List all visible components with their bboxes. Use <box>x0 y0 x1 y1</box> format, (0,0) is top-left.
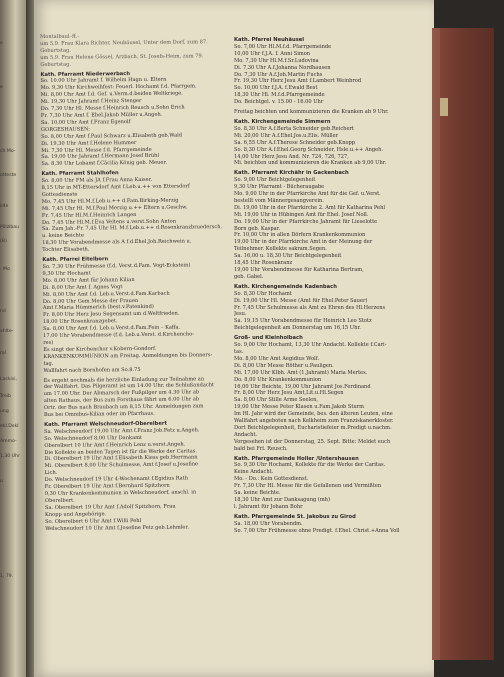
text-line: l. Jahramt für Johann Bohr <box>234 503 303 510</box>
margin-fragment: 1,30 Uhr <box>0 454 20 459</box>
margin-fragment: Lackisi, <box>0 377 17 382</box>
text-line: Mo. 9,00 Uhr in der Pfarrkirche Amt für die Gef. u.Verst. <box>234 191 381 198</box>
margin-fragment: Ammo- <box>0 439 17 444</box>
text-line: So. 8,00 Uhr Amt f.Paul Schwarz u.Elisabeth geb.Wald <box>41 132 183 140</box>
text-line: Di. 19,00 Uhr in der Pfarrkirche 2. Amt für Katharina Pehl <box>234 204 385 211</box>
text-line: So. 8,30 Uhr A.f.Berta Schneider geb.Reichert <box>234 125 354 132</box>
text-line: Sa. Zum Jah.-Fr. 7,45 Uhr Hl. M.f.Leb.u.++ d.Rosenkranzbruedersch. <box>42 224 223 233</box>
text-line: Born geb. Kaspar. <box>234 225 281 232</box>
text-line: 19,00 Uhr Vorabendmesse für Katharina Bertram, <box>234 267 364 273</box>
text-line: 18,30 Uhr Vorabendmesse als A f.d.Ehel.Joh.Reichwein u. <box>42 238 192 247</box>
text-line: Mi. 19,30 Uhr Jahramt f.Heinz Stenger <box>40 98 142 106</box>
margin-fragment: Pölzlbau <box>0 225 20 230</box>
text-line: Mo. 8,00 Uhr Amt Aegidius Wolf. <box>234 355 320 362</box>
text-line: Sa. 10,00 Uhr Amt f.Franz Egenolf <box>40 118 131 126</box>
text-line: Freitag beichten und kommunizieren die Kranken ab 9 Uhr. <box>234 109 389 116</box>
text-line: So. 8,00 Uhr FM als JA f.Frau Anna Kaiser. <box>41 176 153 185</box>
text-line: Welschneudorf 10 Uhr Amt f.Josefine Fetz geb.Lehmler. <box>45 523 189 532</box>
text-line: Dort Beichtgelegenheit, Eucharistiefeier m.Predigt u.nachm. <box>234 424 392 431</box>
text-line: Gottesdienste <box>41 191 78 198</box>
text-line: 9,30 Uhr Pfarramt - Bücheraugabe <box>234 184 325 191</box>
text-line: Die Kollekte an beiden Tagen ist für die Werke der Caritas. <box>44 447 198 456</box>
text-line: Andacht. <box>234 431 258 438</box>
margin-fragment: Treib <box>0 394 11 399</box>
text-line: um 5,9. Frau Klara Richter, Neubäusel, Unter dem Dorf, zum 87. <box>40 39 208 47</box>
text-line: bestellt vom Männergesangverein. <box>234 197 324 204</box>
text-line: Sa. 19,15 Uhr Vorabendmesse für Heinrich Leo Stotz <box>234 318 372 325</box>
text-line: KRANKENKOMMUNION am Freitag. Anmeldungen bis Donners- <box>43 351 213 360</box>
parish-heading: Kath. Pfarrgemeinde Holler /Untershausen <box>234 455 359 462</box>
text-line: 18,30 Uhr Hl. M.f.d.Pfarrgemeinde <box>234 92 325 99</box>
text-line: Mi. beichten und kommunizieren die Kranken ab 9,00 Uhr. <box>234 160 387 167</box>
text-line: Bus bei Omnibus-Kilian oder im Pfarrhaus. <box>43 410 155 419</box>
parish-heading: Kath. Pfarramt Stahlhofen <box>41 170 119 178</box>
text-line: Do. 7,30 Uhr A.f.Joh.Martin Fuchs <box>234 71 323 78</box>
text-line: 16,00 Uhr Beichte, 19,00 Uhr Jahramt Jos.Ferdinand <box>234 383 371 390</box>
text-line: Sa. 8,00 Uhr Amt f.d. Leb.u.Verst.d.Fam.Fein – Kaffa. <box>43 324 181 333</box>
text-line: GÖRGESHAUSEN: <box>40 126 91 133</box>
text-line: Do. 19,00 Uhr in der Pfarrkirche Jahramt für Lieselotte <box>234 218 378 225</box>
text-line: bald bei Frl. Reusch. <box>234 445 288 452</box>
text-line: Mi. 17,00 Uhr Klbh. Amt (1.Jahramt) Maria Mertes. <box>234 369 368 376</box>
text-line: Mo. - Do.: Kein Gottesdienst. <box>234 476 309 483</box>
parish-heading: Kath. Pfarramt Niederwerbach <box>40 70 131 78</box>
text-line: res) <box>43 339 54 346</box>
text-line: um 5,9. Frau Helene Gössel, Arzbach, St. Josefs-Heim, zum 79. <box>40 53 204 61</box>
text-line: Beichtgelegenheit am Donnerstag um 16,15 Uhr. <box>234 325 361 332</box>
text-line: So. 9,00 Uhr Hochamt, 13,30 Uhr Andacht. Kollekte f.Cari- <box>234 342 387 349</box>
text-line: Fr. 7,30 Uhr Hl. Messe für die Gefallenen und Vermißten <box>234 483 382 490</box>
parish-heading: Kath. Pfarrgemeinde St. Jakobus zu Girod <box>234 513 356 520</box>
text-line: Ortr. der Bus nach Braubach um 8,15 Uhr. Anmeldungen zum <box>43 403 204 412</box>
margin-fragment: e <box>0 85 3 90</box>
parish-heading: Kath. Pfarrei Eitelborn <box>42 256 109 264</box>
text-line: 18,00 Uhr Rosenkranzgebet. <box>42 318 118 326</box>
text-line: Fr. 8,00 Uhr Herz Jesu Amt,Lit.u.Hl.Segen <box>234 390 344 397</box>
text-line: Do. Beichtgel. v. 15.00 - 16.00 Uhr <box>234 99 324 106</box>
parish-heading: Kath. Kirchengemeinde Kadenbach <box>234 283 337 290</box>
margin-fragment: u <box>0 479 3 484</box>
text-line: Sa. keine Beichte. <box>234 490 281 497</box>
text-line: Do. 8,00 Uhr Krankenkommunion <box>234 376 322 383</box>
text-line: Knopp und Angehörige. <box>45 511 107 518</box>
text-line: Do. 8,00 Uhr Gem.Messe der Frauen <box>42 297 139 305</box>
text-line: um 17.00 Uhr. Der Abmarsch der Fußpilger um 4.30 Uhr ab <box>43 389 200 398</box>
text-line: Jesu. <box>234 311 247 318</box>
margin-fragment: (B) <box>0 239 7 244</box>
text-line: Fr. 8,00 Uhr Herz Jesu Segensamt um d.Weltfrieden. <box>42 310 180 319</box>
text-line: Montalbaul–ff.– <box>40 33 80 40</box>
text-line: Mi. 8,00 Uhr Amt f.d. Leb.u.Verst.d.Fam.Karbach <box>42 290 170 298</box>
text-line: Oberelbert 10 Uhr Amt f.Heinrich Lenz u.verst.Angeh. <box>44 441 186 449</box>
text-line: Fr. 7,45 Uhr Schulmesse als Amt zu Ehren des Hl.Herzens <box>234 304 386 311</box>
text-line: 14,00 Uhr Herz Jesu And. Nr. 724, 726, 727, <box>234 153 349 160</box>
text-line: der Wallfahrt. Das Pilgeramt ist um 14.00 Uhr, die Schlußandacht <box>43 382 215 391</box>
text-line: Di. 7,30 Uhr A.f.Johanna Nordhausen <box>234 64 331 71</box>
text-line: Mi. Oberelbert 8,00 Uhr Schulmesse, Amt f.Josef u.Josefine <box>44 461 199 470</box>
text-line: geb. Gabel. <box>234 273 264 280</box>
text-line: Geburtstag. <box>40 61 72 68</box>
text-line: Oberelbert. <box>44 497 75 504</box>
text-line: So. 8,30 Uhr A.f.Ehel.Georg Schneider, Hsle.u.++ Angeh. <box>234 146 384 153</box>
text-line: Amt f.Maria Hümmerich (best.v.Patenkind) <box>42 304 154 312</box>
text-line: 17,00 Uhr Vorabendmesse (f.d. Leb.u.Verst. d.Kirchencho- <box>43 331 194 340</box>
text-line: So. 9,00 Uhr Beichtgelegenheit <box>234 177 316 184</box>
text-line: tas. <box>234 348 244 355</box>
text-line: Fr. 7,30 Uhr Amt f. Ehel.Jakob Müller u.Angeh. <box>40 111 163 119</box>
parish-heading: Groß- und Kleinholbach <box>234 335 303 342</box>
text-line: Fr. 19,30 Uhr Herz Jesu Amt f.Lambert Weinbrod <box>234 78 362 85</box>
text-line: So. Welschneudorf 8,00 Uhr Dankamt <box>44 434 143 442</box>
text-line: tag. <box>43 360 54 367</box>
text-line: Keine Andacht. <box>234 469 274 476</box>
text-line: Mi. 20,00 Uhr A.f.Ehel.Jos.u.Elis. Müller <box>234 132 339 139</box>
text-line: u. keine Beichte <box>42 232 84 240</box>
margin-fragment: 1, 79. <box>0 574 14 579</box>
text-line: So. Oberelbert 6 Uhr Amt f.Willi Pehl <box>45 517 142 525</box>
text-line: Mo. 8,00 Uhr Amt für Johann Kilian <box>42 276 135 284</box>
left-column <box>40 32 233 532</box>
margin-fragment: otteste <box>0 173 17 178</box>
text-line: Do. 7,30 Uhr Hl. Messe f.Heinrich Reusch u.Sohn Erich <box>40 104 185 113</box>
text-line: Do. 7,45 Uhr Hl.M.f.Eva Veltens u.verst.Sohn Anton <box>41 218 177 226</box>
text-line: Sa. 6,55 Uhr A.f.Therese Schneider geb.Knopp <box>234 139 356 146</box>
text-line: Es ergeht nochmals die herzliche Einladung zur Teilnahme an <box>43 375 205 384</box>
parish-heading: Kath. Pfarrei Neuhäusel <box>234 37 305 43</box>
text-line: Mo. 9,30 Uhr Kirchweihfest: Feuerl. Hochamt f.d. Pfarrgem. <box>40 83 197 92</box>
text-line: Di. 19,00 Uhr Hl. Messe (Amt für Ehel.Peter Sauer) <box>234 297 368 304</box>
margin-fragment: ekl.Dekl <box>0 424 19 429</box>
text-line: Di. 8,00 Uhr Messe Röther u.Pauligen. <box>234 362 334 369</box>
margin-fragment: nd <box>0 309 6 314</box>
text-line: 9,30 Uhr Krankenkommunion in Welschneudorf, anschl. in <box>44 489 197 497</box>
parish-heading: Kath. Pfarramt Welschneudorf-Oberelbert <box>44 420 167 428</box>
parish-heading: Kath. Kirchengemeinde Simmern <box>234 118 331 125</box>
margin-fragment: ung <box>0 409 9 414</box>
text-line: 19,00 Uhr in der Pfarrkirche Amt in der Meinung der <box>234 239 373 246</box>
text-line: Sa. 18,00 Uhr Vorabendm. <box>234 520 303 527</box>
text-line: 8,15 Uhr in MT-Ettersdorf Amt f.Leb.u.++ von Ettersdorf <box>41 183 190 192</box>
text-line: So. 8,30 Uhr Hochamt <box>234 290 292 297</box>
text-line: Fr. 10,00 Uhr in allen Dörfern Krankenkommunion <box>234 232 366 239</box>
text-line: 10,00 Uhr f.J.A. f. Anni Simon <box>234 50 311 57</box>
text-line: Es singt der Kirchenchor v.Kobern-Gondorf. <box>43 345 157 353</box>
text-line: Teilnehmer. Kollekte sakram.Segen. <box>234 246 327 253</box>
text-line: Vorgesehen ist der Donnerstag, 25. Sept. Bitte: Meldet euch <box>234 438 391 445</box>
margin-fragment: e <box>0 41 3 46</box>
text-line: Di. 19,30 Uhr Amt f.Helene Hummer <box>41 139 137 147</box>
text-line: 18,30 Uhr Amt zur Danksagung (mh) <box>234 497 330 503</box>
text-line: Wallfahrt nach Bornhofen am So.8.75 <box>43 366 141 374</box>
text-line: Sa. 19,00 Uhr Jahramt f.Hermann Josef Brühl <box>41 153 160 161</box>
margin-fragment: ral <box>0 351 6 356</box>
text-line: Di. Oberelbert 19 Uhr Amt f.Elisabeth Kiess geb.Herrmann <box>44 454 198 463</box>
text-line: Sa. 8,30 Uhr Lobamt f.Cäcilia König geb. Meuer. <box>41 159 167 168</box>
text-line: Mi. 8,00 Uhr Amt f.d. Gef. u.Verm.d.beiden Weltkriege. <box>40 90 183 99</box>
text-line: Fr. 7,45 Uhr Hl.M.f.Heinrich Langen <box>41 211 137 219</box>
text-line: So. 10.00 Uhr Jahramt f. Wilhelm Hagn u. Eltern <box>40 77 167 85</box>
text-line: Mi. 19,00 Uhr in Hübingen Amt für Ehel. Josef Noll. <box>234 211 369 218</box>
text-line: So. 9,30 Uhr Hochamt, Kollekte für die Werke der Caritas. <box>234 462 386 469</box>
text-line: Mo. 7,30 Uhr Hl.M.f.Sr.Ludovina <box>234 57 319 64</box>
text-line: Do. Welschneudorf 19 Uhr 4-Wochenamt f.Egidius Rath <box>44 475 189 484</box>
text-line: Fr. Oberelbert 19 Uhr Amt f.Bernhard Spitzhorn <box>44 482 170 491</box>
margin-fragment: - Mo <box>0 267 10 272</box>
text-line: So. 7,30 Uhr Frühmesse (f.d. Verst.d.Fam. Vogt-Eckstein) <box>42 262 191 270</box>
text-line: Geburtstag. <box>40 47 71 54</box>
text-line: Di. 8,00 Uhr Amt f. Agnes Vogt <box>42 283 123 291</box>
text-line: 18,45 Uhr Rosenkranz <box>234 260 293 267</box>
margin-fragment: ehlte- <box>0 329 14 334</box>
text-line: Lich. <box>44 470 58 477</box>
text-line: Sa. 8,00 Uhr Stille Arme Seelen, <box>234 397 319 404</box>
text-line: Tochter Elisabeth. <box>42 246 90 254</box>
text-line: So. 7,00 Uhr Hl.M.f.d. Pfarrgemeinde <box>234 43 332 50</box>
text-line: So. 10,00 Uhr f.J.A. f.Ewald Best <box>234 85 318 92</box>
text-line: Sa. Welschneudorf 19,00 Uhr Amt f.Franz Job.Fetz u.Angeh. <box>44 427 200 435</box>
text-line: Mi. 7,30 Uhr Hl. Messe f.d. Pfarrgemeinde <box>41 146 152 154</box>
text-line: Sa. 16,00 u. 18,30 Uhr Beichtgelegenheit <box>234 253 342 260</box>
page-tab <box>440 98 448 116</box>
text-line: Mo. 7,45 Uhr Hl.M.f.Leb.u.++ d.Fam.Birking-Merzig <box>41 197 179 205</box>
margin-fragment: ilde <box>0 204 9 209</box>
text-line: Sa. Oberelbert 19 Uhr Amt f.Adolf Spitzhorn, Frau <box>44 503 176 511</box>
text-line: So. 7,00 Uhr Frühmesse ohne Predigt. f.Ehel. Christ.+Anna Voll <box>234 527 400 534</box>
text-line: alten Rathaus, der Bus zum Forsthaus fährt um 6.00 Uhr ab <box>43 396 200 405</box>
page-stack-edge <box>432 28 494 660</box>
text-line: Wallfahrt angeboten nach Kelkheim zum Franziskanerkloster. <box>234 418 394 425</box>
text-line: Im Hl. Jahr wird der Gemeinde, bes. den älteren Leuten, eine <box>234 411 393 418</box>
right-column <box>234 34 426 535</box>
parish-heading: Kath. Pfarramt Kirchähr in Gackenbach <box>234 170 349 177</box>
text-line: Mi. 7,45 Uhr Hl. M.f.Paul Merzig u.++ Eltern u.Geschw. <box>41 204 188 212</box>
margin-fragment: ch Mo- <box>0 149 16 154</box>
text-line: 19,00 Uhr Messe Peter Klasen u.Fam.Jakob Sturm <box>234 404 365 411</box>
text-line: 9,30 Uhr Hochamt <box>42 270 91 277</box>
